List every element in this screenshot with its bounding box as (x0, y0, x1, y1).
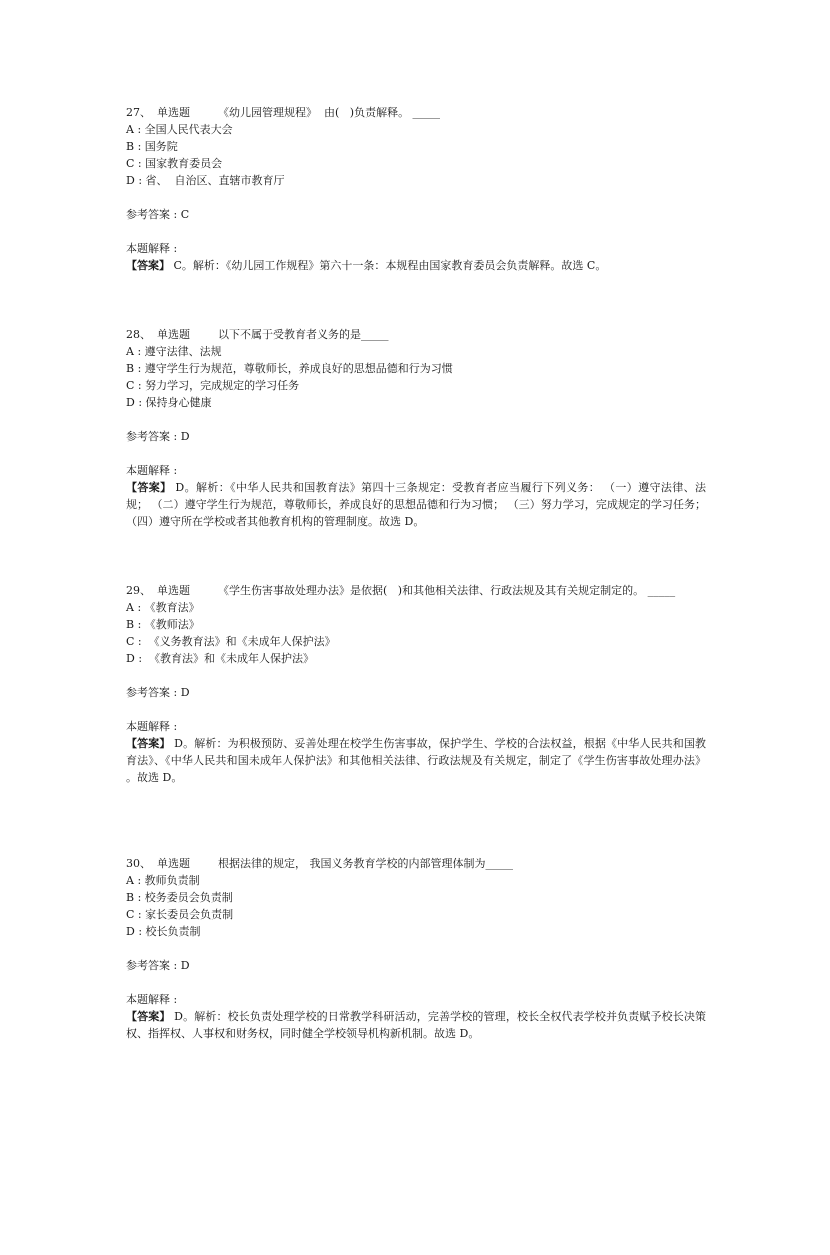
explanation-tag: 【答案】 (126, 1010, 171, 1023)
explanation-title: 本题解释 : (126, 993, 178, 1006)
question-stem: 以下不属于受教育者义务的是_____ (218, 328, 389, 341)
question-27 (126, 104, 706, 274)
explanation (126, 257, 706, 274)
option-d: D : 校长负责制 (126, 925, 201, 938)
option-list (126, 599, 706, 667)
option-a: A : 教师负责制 (126, 874, 200, 887)
option-a: A : 遵守法律、法规 (126, 345, 222, 358)
option-b: B : 遵守学生行为规范，尊敬师长，养成良好的思想品德和行为习惯 (126, 362, 453, 375)
option-d: D : 《教育法》和《未成年人保护法》 (126, 652, 315, 665)
explanation (126, 735, 706, 786)
reference-answer: 参考答案 : D (126, 686, 190, 699)
option-b: B : 校务委员会负责制 (126, 891, 233, 904)
explanation-tag: 【答案】 (126, 737, 171, 750)
option-a: A : 《教育法》 (126, 601, 200, 614)
question-stem: 《学生伤害事故处理办法》是依据( )和其他相关法律、行政法规及其有关规定制定的。 _____ (218, 584, 676, 597)
option-a: A : 全国人民代表大会 (126, 123, 233, 136)
explanation (126, 479, 706, 530)
explanation-text: D。解析：为积极预防、妥善处理在校学生伤害事故，保护学生、学校的合法权益，根据《中华人民共和国教育法》、《中华人民共和国未成年人保护法》和其他相关法律、行政法规及有关规定，制定了《学生伤害事故处理办法》 。故选 D。 (126, 737, 707, 784)
explanation (126, 1008, 706, 1042)
option-list (126, 121, 706, 189)
question-stem: 《幼儿园管理规程》 由( )负责解释。 _____ (218, 106, 441, 119)
question-type: 单选题 (157, 328, 190, 341)
question-number: 27、 (126, 106, 151, 119)
question-28 (126, 326, 706, 530)
option-d: D : 保持身心健康 (126, 396, 212, 409)
explanation-text: D。解析：《中华人民共和国教育法》第四十三条规定：受教育者应当履行下列义务： （一）遵守法律、法规； （二）遵守学生行为规范，尊敬师长，养成良好的思想品德和行为习惯； （三）努力学习，完成规定的学习任务； （四）遵守所在学校或者其他教育机构的管理制度。故选 D。 (126, 481, 706, 528)
question-29 (126, 582, 706, 786)
option-list (126, 343, 706, 411)
explanation-tag: 【答案】 (126, 481, 172, 494)
option-d: D : 省、 自治区、直辖市教育厅 (126, 174, 285, 187)
explanation-text: C。解析：《幼儿园工作规程》第六十一条：本规程由国家教育委员会负责解释。故选 C。 (170, 259, 607, 272)
reference-answer: 参考答案 : D (126, 959, 190, 972)
option-b: B : 国务院 (126, 140, 178, 153)
option-c: C : 《义务教育法》和《未成年人保护法》 (126, 635, 336, 648)
question-type: 单选题 (157, 106, 190, 119)
question-30 (126, 855, 706, 1042)
question-number: 30、 (126, 857, 151, 870)
option-list (126, 872, 706, 940)
question-header (126, 582, 706, 599)
question-type: 单选题 (157, 584, 190, 597)
question-header (126, 326, 706, 343)
option-c: C : 努力学习，完成规定的学习任务 (126, 379, 300, 392)
question-type: 单选题 (157, 857, 190, 870)
explanation-title: 本题解释 : (126, 464, 178, 477)
option-b: B : 《教师法》 (126, 618, 200, 631)
explanation-text: D。解析：校长负责处理学校的日常教学科研活动，完善学校的管理，校长全权代表学校并负责赋予校长决策权、指挥权、人事权和财务权，同时健全学校领导机构新机制。故选 D。 (126, 1010, 707, 1040)
reference-answer: 参考答案 : C (126, 208, 190, 221)
explanation-title: 本题解释 : (126, 242, 178, 255)
explanation-title: 本题解释 : (126, 720, 178, 733)
question-header (126, 104, 706, 121)
option-c: C : 家长委员会负责制 (126, 908, 234, 921)
question-number: 29、 (126, 584, 151, 597)
question-number: 28、 (126, 328, 151, 341)
question-stem: 根据法律的规定， 我国义务教育学校的内部管理体制为_____ (218, 857, 513, 870)
question-header (126, 855, 706, 872)
reference-answer: 参考答案 : D (126, 430, 190, 443)
explanation-tag: 【答案】 (126, 259, 170, 272)
option-c: C : 国家教育委员会 (126, 157, 223, 170)
